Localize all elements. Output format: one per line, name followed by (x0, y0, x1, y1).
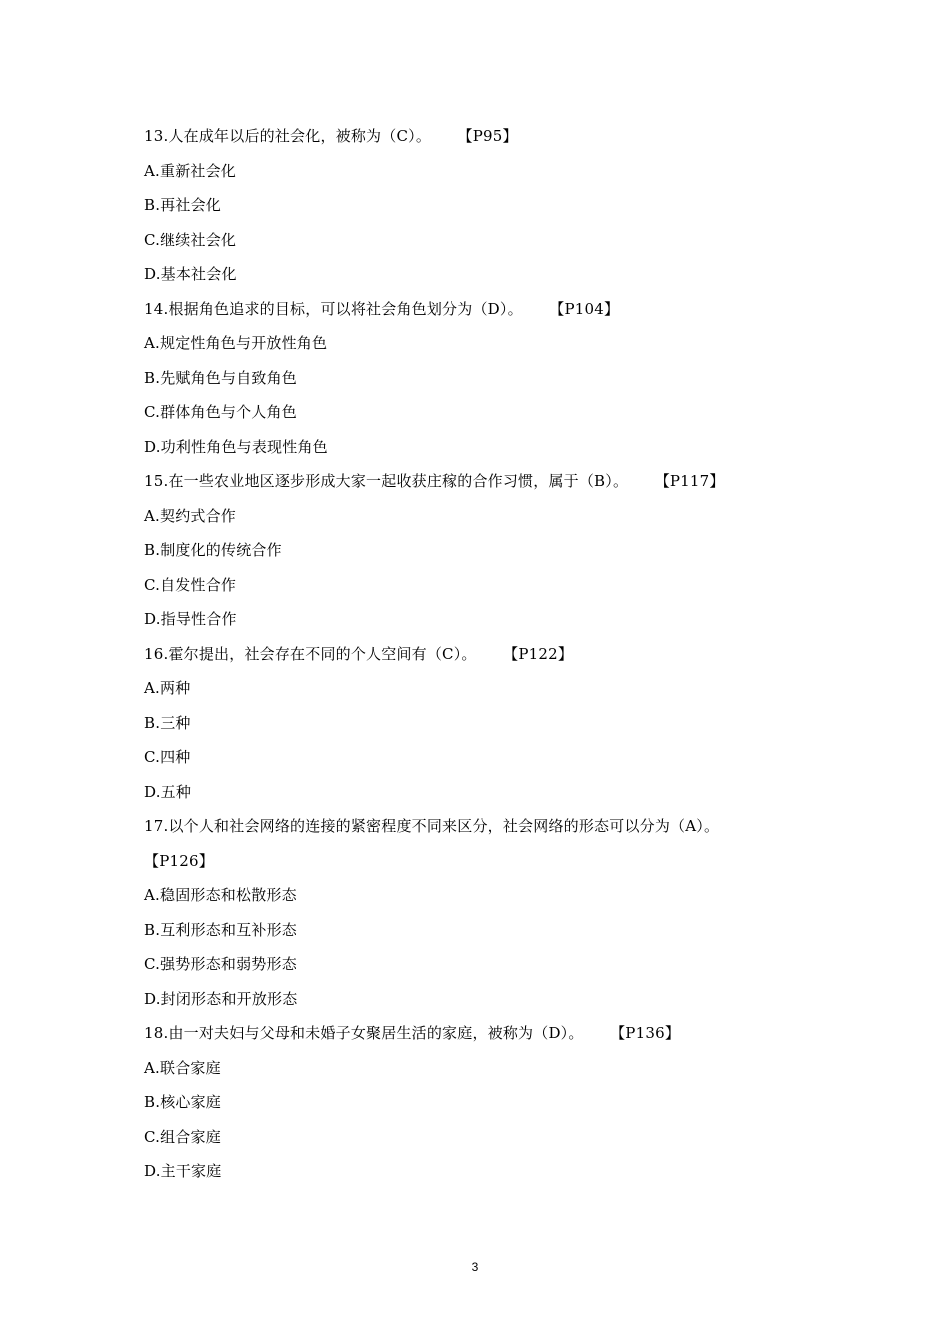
answer-option: B.先赋角色与自致角色 (144, 368, 297, 387)
answer-option: D.基本社会化 (144, 265, 237, 283)
question-stem (144, 126, 824, 146)
page-reference: 【P126】 (144, 851, 214, 870)
answer-option: C.四种 (144, 748, 191, 766)
page-reference: 【P117】 (662, 472, 725, 490)
answer-option: C.组合家庭 (144, 1127, 221, 1146)
question-text: 16.霍尔提出，社会存在不同的个人空间有（C）。 (144, 644, 477, 663)
answer-option: A.联合家庭 (144, 1058, 221, 1077)
answer-option: A.规定性角色与开放性角色 (144, 334, 328, 352)
answer-option: D.指导性合作 (144, 610, 237, 628)
answer-option: B.制度化的传统合作 (144, 541, 282, 559)
question-text: 17.以个人和社会网络的连接的紧密程度不同来区分，社会网络的形态可以分为（A）。 (144, 817, 720, 835)
answer-option: D.五种 (144, 782, 192, 801)
page-number: 3 (471, 1260, 479, 1274)
answer-option: A.两种 (144, 679, 191, 697)
answer-option: B.三种 (144, 713, 191, 732)
answer-option: B.核心家庭 (144, 1093, 221, 1111)
answer-option: A.重新社会化 (144, 161, 237, 180)
question-stem (144, 1023, 824, 1043)
answer-option: D.封闭形态和开放形态 (144, 989, 298, 1008)
question-list (144, 126, 824, 1196)
question-text: 18.由一对夫妇与父母和未婚子女聚居生活的家庭，被称为（D）。 (144, 1024, 584, 1042)
answer-option: C.强势形态和弱势形态 (144, 955, 297, 973)
page-reference: 【P95】 (465, 127, 518, 145)
answer-option: B.互利形态和互补形态 (144, 920, 297, 939)
question-stem (144, 471, 824, 491)
answer-option: C.继续社会化 (144, 230, 237, 249)
question-text: 13.人在成年以后的社会化，被称为（C）。 (144, 127, 432, 145)
answer-option: B.再社会化 (144, 196, 221, 214)
question-text: 14.根据角色追求的目标，可以将社会角色划分为（D）。 (144, 299, 523, 318)
page-reference: 【P122】 (510, 644, 574, 663)
question-stem (144, 644, 824, 664)
answer-option: D.主干家庭 (144, 1162, 222, 1180)
question-stem (144, 816, 824, 871)
answer-option: D.功利性角色与表现性角色 (144, 437, 328, 456)
answer-option: A.稳固形态和松散形态 (144, 886, 297, 904)
page-reference: 【P136】 (617, 1024, 681, 1042)
answer-option: C.自发性合作 (144, 575, 237, 594)
answer-option: A.契约式合作 (144, 506, 237, 525)
answer-option: C.群体角色与个人角色 (144, 403, 297, 421)
question-text: 15.在一些农业地区逐步形成大家一起收获庄稼的合作习惯，属于（B）。 (144, 472, 629, 490)
question-stem (144, 299, 824, 319)
page-reference: 【P104】 (556, 299, 620, 318)
